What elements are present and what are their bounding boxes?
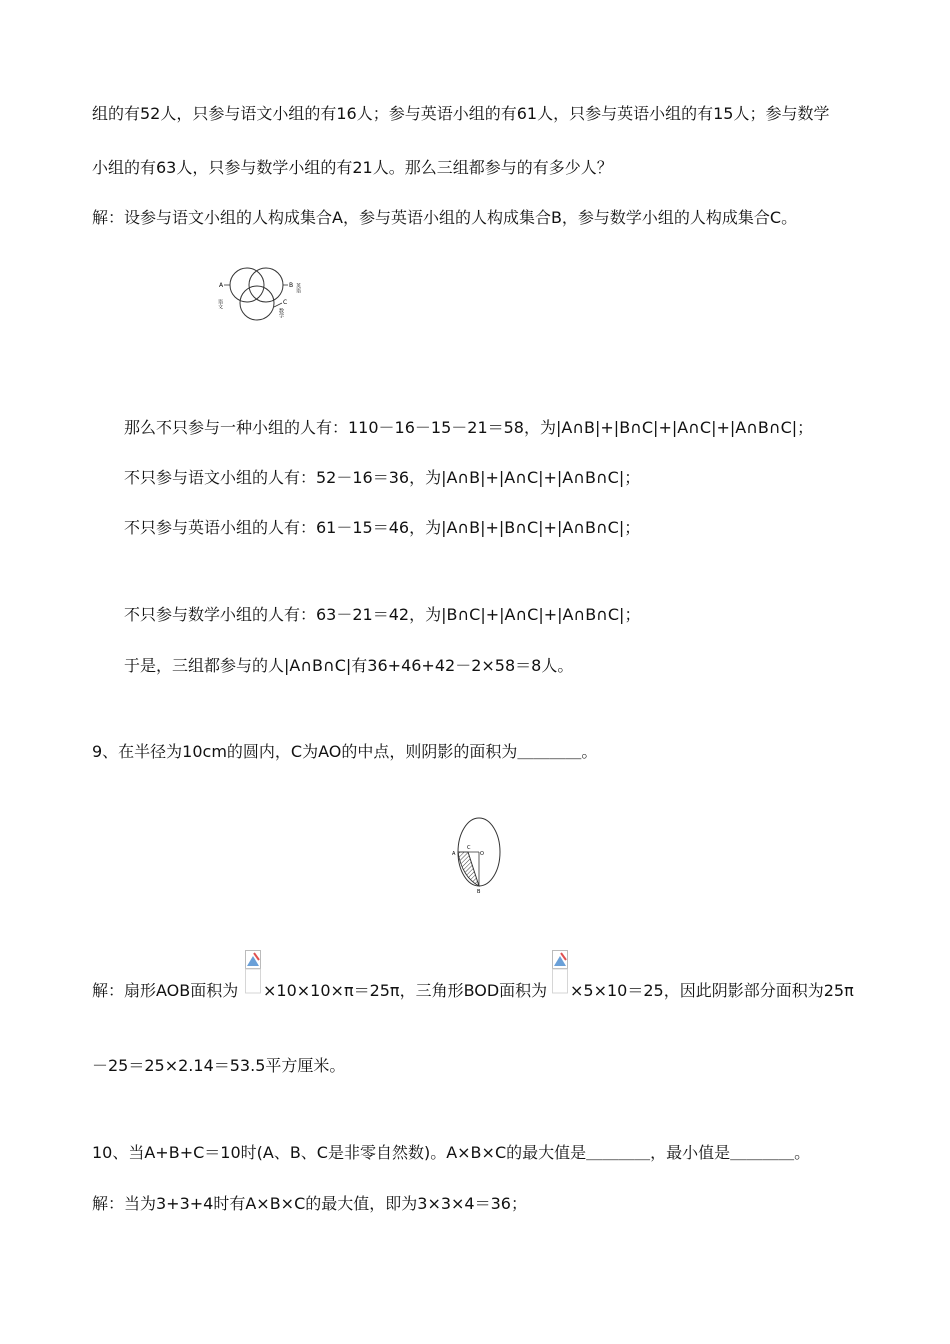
- circle-c: [240, 286, 274, 320]
- solution-line-a: 解：扇形AOB面积为: [92, 981, 239, 1000]
- circle-a: [230, 268, 264, 302]
- venn-label-a: A: [219, 282, 224, 289]
- text-line-7: 不只参与数学小组的人有：63－21＝42，为|B∩C|+|A∩C|+|A∩B∩C|；: [124, 605, 641, 624]
- venn-label-c: C: [283, 299, 288, 306]
- text-line-6: 不只参与英语小组的人有：61－15＝46，为|A∩B|+|B∩C|+|A∩B∩C|；: [124, 518, 641, 537]
- venn-label-shuxue: 数学: [278, 308, 284, 318]
- question-10: 10、当A+B+C＝10时(A、B、C是非零自然数)。A×B×C的最大值是＿＿＿＿，最小值是＿＿＿＿。: [92, 1143, 811, 1162]
- question-9: 9、在半径为10cm的圆内，C为AO的中点，则阴影的面积为＿＿＿＿。: [92, 742, 598, 761]
- broken-image-icon-2: [552, 950, 568, 994]
- solution-10: 解：当为3+3+4时有A×B×C的最大值，即为3×3×4＝36；: [92, 1194, 527, 1213]
- circle-label-a: A: [452, 851, 456, 857]
- solution-line-c: ×5×10＝25，因此阴影部分面积为25π: [570, 981, 854, 1000]
- circle-label-c: C: [467, 845, 471, 851]
- circle-b: [249, 268, 283, 302]
- text-line-8: 于是，三组都参与的人|A∩B∩C|有36+46+42－2×58＝8人。: [124, 656, 574, 675]
- solution-line-2: －25＝25×2.14＝53.5平方厘米。: [92, 1056, 346, 1075]
- venn-label-yingyu: 英语: [295, 283, 301, 293]
- solution-line-b: ×10×10×π＝25π，三角形BOD面积为: [263, 981, 548, 1000]
- venn-label-b: B: [289, 282, 294, 289]
- circle-label-b: B: [477, 889, 481, 895]
- text-line-5: 不只参与语文小组的人有：52－16＝36，为|A∩B|+|A∩C|+|A∩B∩C|；: [124, 468, 641, 487]
- text-line-3: 解：设参与语文小组的人构成集合A，参与英语小组的人构成集合B，参与数学小组的人构成集合C。: [92, 208, 798, 227]
- circle-label-o: O: [480, 851, 484, 857]
- text-line-1: 组的有52人，只参与语文小组的有16人；参与英语小组的有61人，只参与英语小组的有15人；参与数学: [92, 104, 830, 123]
- text-line-4: 那么不只参与一种小组的人有：110－16－15－21＝58，为|A∩B|+|B∩C|+|A∩C|+|A∩B∩C|；: [124, 418, 814, 437]
- broken-image-icon-1: [245, 950, 261, 994]
- text-line-2: 小组的有63人，只参与数学小组的有21人。那么三组都参与的有多少人？: [92, 158, 613, 177]
- venn-label-yuwen: 语文: [217, 299, 223, 309]
- circle-figure: [450, 815, 510, 895]
- venn-diagram: [210, 263, 330, 333]
